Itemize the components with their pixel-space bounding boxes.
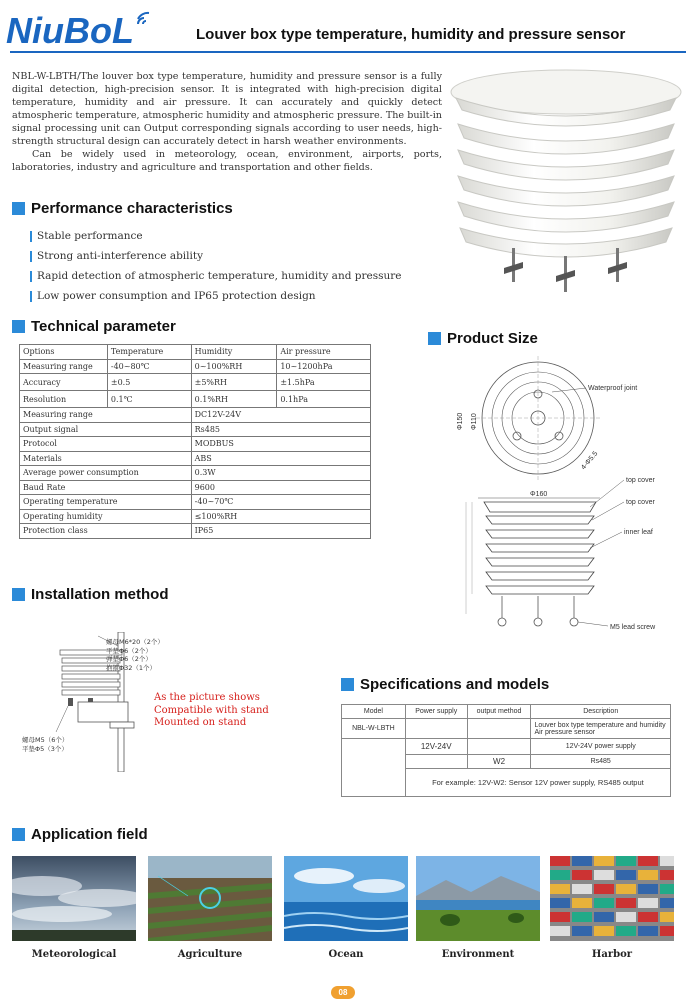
application-item bbox=[550, 856, 674, 960]
square-bullet-icon bbox=[341, 678, 354, 691]
table-cell: Average power consumption bbox=[20, 466, 192, 481]
table-cell: Measuring range bbox=[20, 359, 108, 374]
bar-bullet-icon bbox=[30, 271, 32, 282]
table-cell: Description bbox=[531, 705, 671, 719]
document-title: Louver box type temperature, humidity and pressure sensor bbox=[196, 26, 626, 43]
inner-leaf-label: inner leaf bbox=[624, 529, 653, 536]
table-cell: -40~80℃ bbox=[107, 359, 191, 374]
hardware-list-top: 螺母M6*20（2个） 平垫Φ6（2个） 弹垫Φ6（2个） 抱箍Φ32（1个） bbox=[106, 638, 164, 672]
table-cell bbox=[405, 719, 467, 739]
application-label: Ocean bbox=[328, 949, 364, 960]
application-gallery bbox=[12, 856, 686, 968]
bar-bullet-icon bbox=[30, 291, 32, 302]
table-cell: Baud Rate bbox=[20, 480, 192, 495]
list-item: Strong anti-interference ability bbox=[30, 246, 402, 266]
table-cell: 0.1%RH bbox=[191, 391, 277, 408]
intro-paragraph-1: NBL-W-LBTH/The louver box type temperature, humidity and pressure sensor is a fully digital detection, high-precision sensor. It is integrated with high-precision digital temperature, humidity and air pressure. It can accurately and quickly detect atmospheric temperature, atmospheric humidity and atmospheric pressure. The built-in signal processing unit can Output corresponding signals according to user needs, high-strength structural design can accurately detect in harsh weather environments. bbox=[12, 71, 442, 147]
table-cell bbox=[405, 755, 467, 769]
table-cell: ±5%RH bbox=[191, 374, 277, 391]
logo-text: NiuBoL bbox=[6, 10, 134, 51]
square-bullet-icon bbox=[12, 828, 25, 841]
table-row bbox=[20, 509, 371, 524]
table-cell: Resolution bbox=[20, 391, 108, 408]
table-cell: Operating temperature bbox=[20, 495, 192, 510]
table-cell bbox=[467, 719, 531, 739]
application-label: Agriculture bbox=[177, 949, 243, 960]
table-cell: Power supply bbox=[405, 705, 467, 719]
application-item bbox=[416, 856, 540, 960]
bar-bullet-icon bbox=[30, 231, 32, 242]
intro-text bbox=[12, 70, 442, 174]
table-row bbox=[342, 705, 671, 719]
table-cell: Materials bbox=[20, 451, 192, 466]
meteorological-photo bbox=[12, 856, 136, 941]
table-cell: 0~100%RH bbox=[191, 359, 277, 374]
bar-bullet-icon bbox=[30, 251, 32, 262]
application-item bbox=[148, 856, 272, 960]
harbor-photo bbox=[550, 856, 674, 941]
specifications-table bbox=[341, 704, 671, 797]
table-cell: Rs485 bbox=[191, 422, 370, 437]
table-cell: Measuring range bbox=[20, 408, 192, 423]
technical-table bbox=[19, 344, 371, 539]
lead-screw-label: M5 lead screw bbox=[610, 624, 656, 631]
dimension-label: Φ150 bbox=[457, 412, 464, 430]
table-cell: MODBUS bbox=[191, 437, 370, 452]
table-cell: IP65 bbox=[191, 524, 370, 539]
dimension-label: Φ110 bbox=[471, 413, 478, 430]
table-cell: 0.3W bbox=[191, 466, 370, 481]
installation-heading: Installation method bbox=[12, 586, 169, 603]
application-heading: Application field bbox=[12, 826, 148, 843]
square-bullet-icon bbox=[12, 202, 25, 215]
table-row bbox=[20, 408, 371, 423]
table-cell: Humidity bbox=[191, 345, 277, 360]
table-row bbox=[20, 524, 371, 539]
list-item: Rapid detection of atmospheric temperature, humidity and pressure bbox=[30, 266, 402, 286]
ocean-photo bbox=[284, 856, 408, 941]
application-label: Harbor bbox=[591, 949, 633, 960]
table-row bbox=[20, 437, 371, 452]
table-cell: 10~1200hPa bbox=[277, 359, 371, 374]
table-cell: ±1.5hPa bbox=[277, 374, 371, 391]
technical-heading: Technical parameter bbox=[12, 318, 176, 335]
table-row bbox=[20, 480, 371, 495]
table-row bbox=[20, 451, 371, 466]
table-cell: ±0.5 bbox=[107, 374, 191, 391]
table-cell: 12V-24V bbox=[405, 739, 467, 755]
table-cell: ≤100%RH bbox=[191, 509, 370, 524]
table-row bbox=[342, 739, 671, 755]
table-cell: NBL-W-LBTH bbox=[342, 719, 406, 739]
table-cell: DC12V-24V bbox=[191, 408, 370, 423]
table-cell: output method bbox=[467, 705, 531, 719]
agriculture-photo bbox=[148, 856, 272, 941]
table-cell: Temperature bbox=[107, 345, 191, 360]
table-cell: For example: 12V-W2: Sensor 12V power supply, RS485 output bbox=[405, 769, 670, 797]
list-item: Low power consumption and IP65 protection design bbox=[30, 286, 402, 306]
table-cell: -40~70℃ bbox=[191, 495, 370, 510]
table-cell: Protection class bbox=[20, 524, 192, 539]
table-cell: ABS bbox=[191, 451, 370, 466]
application-item bbox=[12, 856, 136, 960]
table-cell: 12V-24V power supply bbox=[531, 739, 671, 755]
table-cell: Louver box type temperature and humidity Air pressure sensor bbox=[531, 719, 671, 739]
table-cell: 9600 bbox=[191, 480, 370, 495]
waterproof-joint-label: Waterproof joint bbox=[588, 385, 638, 392]
table-cell: 0.1℃ bbox=[107, 391, 191, 408]
performance-heading: Performance characteristics bbox=[12, 200, 233, 217]
intro-paragraph-2: Can be widely used in meteorology, ocean, environment, airports, ports, laboratories, industry and agriculture and transportation and other fields. bbox=[12, 149, 442, 173]
page-number: 08 bbox=[331, 986, 355, 999]
table-cell: W2 bbox=[467, 755, 531, 769]
table-cell: Output signal bbox=[20, 422, 192, 437]
signal-wave-icon bbox=[134, 10, 156, 30]
table-row bbox=[20, 359, 371, 374]
table-row bbox=[20, 391, 371, 408]
table-row bbox=[20, 495, 371, 510]
table-cell: 0.1hPa bbox=[277, 391, 371, 408]
table-row bbox=[342, 719, 671, 739]
square-bullet-icon bbox=[12, 320, 25, 333]
performance-list bbox=[30, 226, 402, 306]
table-cell: Options bbox=[20, 345, 108, 360]
dimension-label: 4-Φ5.5 bbox=[580, 450, 600, 472]
square-bullet-icon bbox=[12, 588, 25, 601]
table-row bbox=[20, 466, 371, 481]
table-cell: Operating humidity bbox=[20, 509, 192, 524]
installation-note: As the picture shows Compatible with stand Mounted on stand bbox=[154, 692, 269, 728]
application-label: Environment bbox=[441, 949, 515, 960]
table-row bbox=[20, 345, 371, 360]
table-cell: Rs485 bbox=[531, 755, 671, 769]
product-size-heading: Product Size bbox=[428, 330, 538, 347]
brand-logo bbox=[6, 10, 186, 52]
top-cover-label: top cover bbox=[626, 477, 655, 484]
hardware-list-bottom: 螺母M5（6个） 平垫Φ5（3个） bbox=[22, 736, 69, 753]
louver-sensor-photo bbox=[448, 62, 686, 302]
specifications-heading: Specifications and models bbox=[341, 676, 549, 693]
table-cell: Accuracy bbox=[20, 374, 108, 391]
product-size-diagram bbox=[426, 352, 688, 642]
list-item: Stable performance bbox=[30, 226, 402, 246]
table-row bbox=[20, 374, 371, 391]
square-bullet-icon bbox=[428, 332, 441, 345]
environment-photo bbox=[416, 856, 540, 941]
application-item bbox=[284, 856, 408, 960]
dimension-label: Φ160 bbox=[530, 491, 548, 498]
application-label: Meteorological bbox=[31, 949, 117, 960]
top-cover-label: top cover bbox=[626, 499, 655, 506]
table-cell bbox=[342, 739, 406, 797]
title-rule bbox=[10, 51, 686, 53]
table-row bbox=[20, 422, 371, 437]
table-cell: Protocol bbox=[20, 437, 192, 452]
table-cell: Air pressure bbox=[277, 345, 371, 360]
table-cell bbox=[467, 739, 531, 755]
table-cell: Model bbox=[342, 705, 406, 719]
